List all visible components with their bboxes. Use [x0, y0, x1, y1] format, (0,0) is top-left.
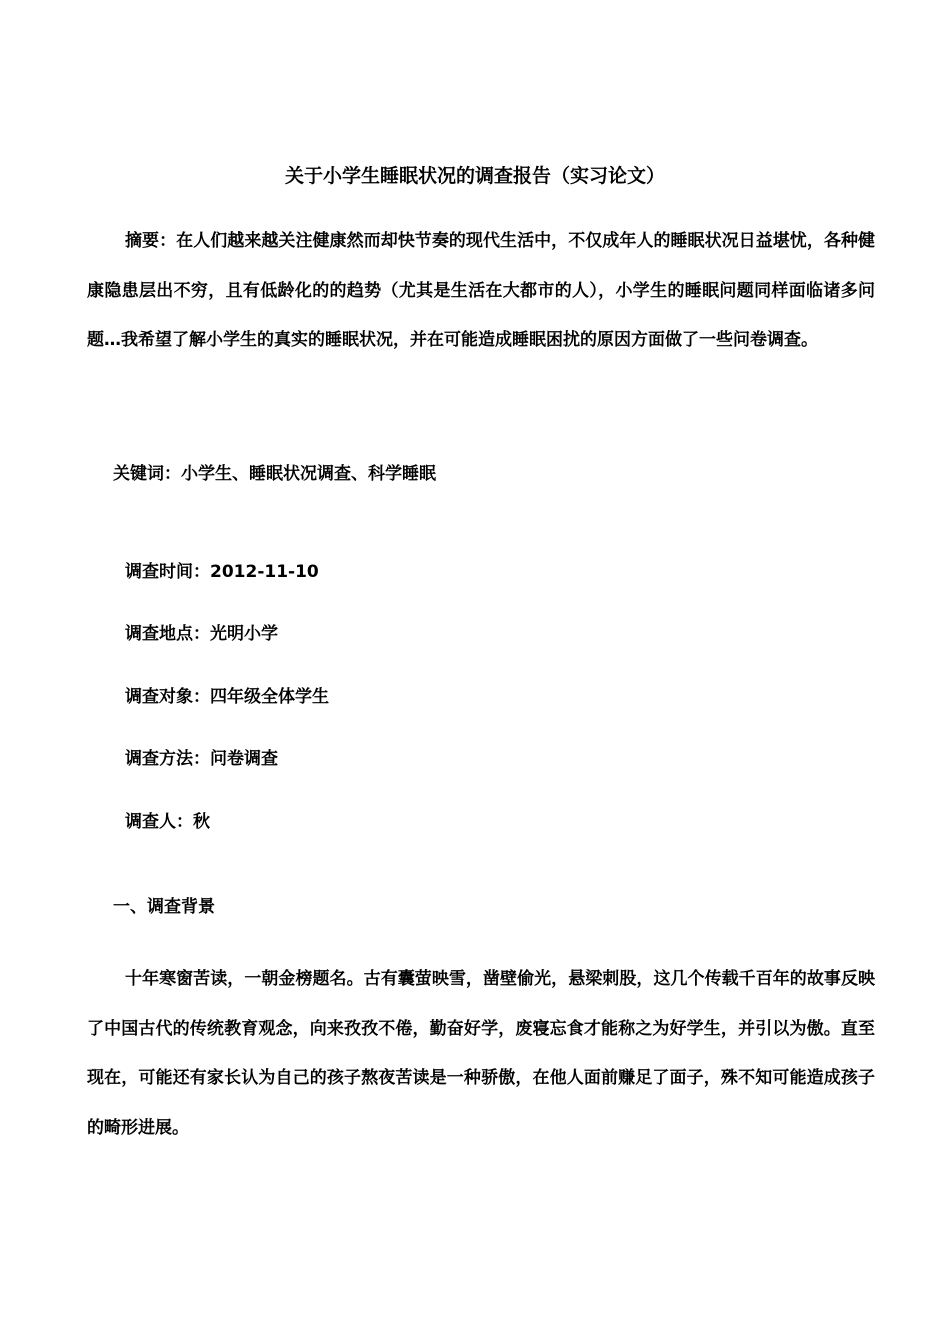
document-title: 关于小学生睡眠状况的调查报告（实习论文）: [284, 165, 665, 187]
survey-subjects: 调查对象：四年级全体学生: [125, 687, 329, 707]
background-paragraph: 十年寒窗苦读，一朝金榜题名。古有囊萤映雪，凿壁偷光，悬梁刺股，这几个传载千百年的故事反映了中国古代的传统教育观念，向来孜孜不倦，勤奋好学，废寝忘食才能称之为好学生，并引以为傲。直至现在，可能还有家长认为自己的孩子熬夜苦读是一种骄傲，在他人面前赚足了面子，殊不知可能造成孩子的畸形进展。: [87, 969, 875, 1138]
keywords-line: 关键词：小学生、睡眠状况调查、科学睡眠: [113, 464, 436, 484]
surveyor: 调查人：秋: [125, 812, 210, 832]
abstract-paragraph: 摘要：在人们越来越关注健康然而却快节奏的现代生活中，不仅成年人的睡眠状况日益堪忧，各种健康隐患层出不穷，且有低龄化的的趋势（尤其是生活在大都市的人），小学生的睡眠问题同样面临诸多问题…我希望了解小学生的真实的睡眠状况，并在可能造成睡眠困扰的原因方面做了一些问卷调查。: [87, 231, 875, 350]
survey-location: 调查地点：光明小学: [125, 624, 278, 644]
survey-method: 调查方法：问卷调查: [125, 749, 278, 769]
section-heading-background: 一、调查背景: [113, 897, 215, 917]
survey-time: 调查时间：2012-11-10: [125, 562, 319, 582]
